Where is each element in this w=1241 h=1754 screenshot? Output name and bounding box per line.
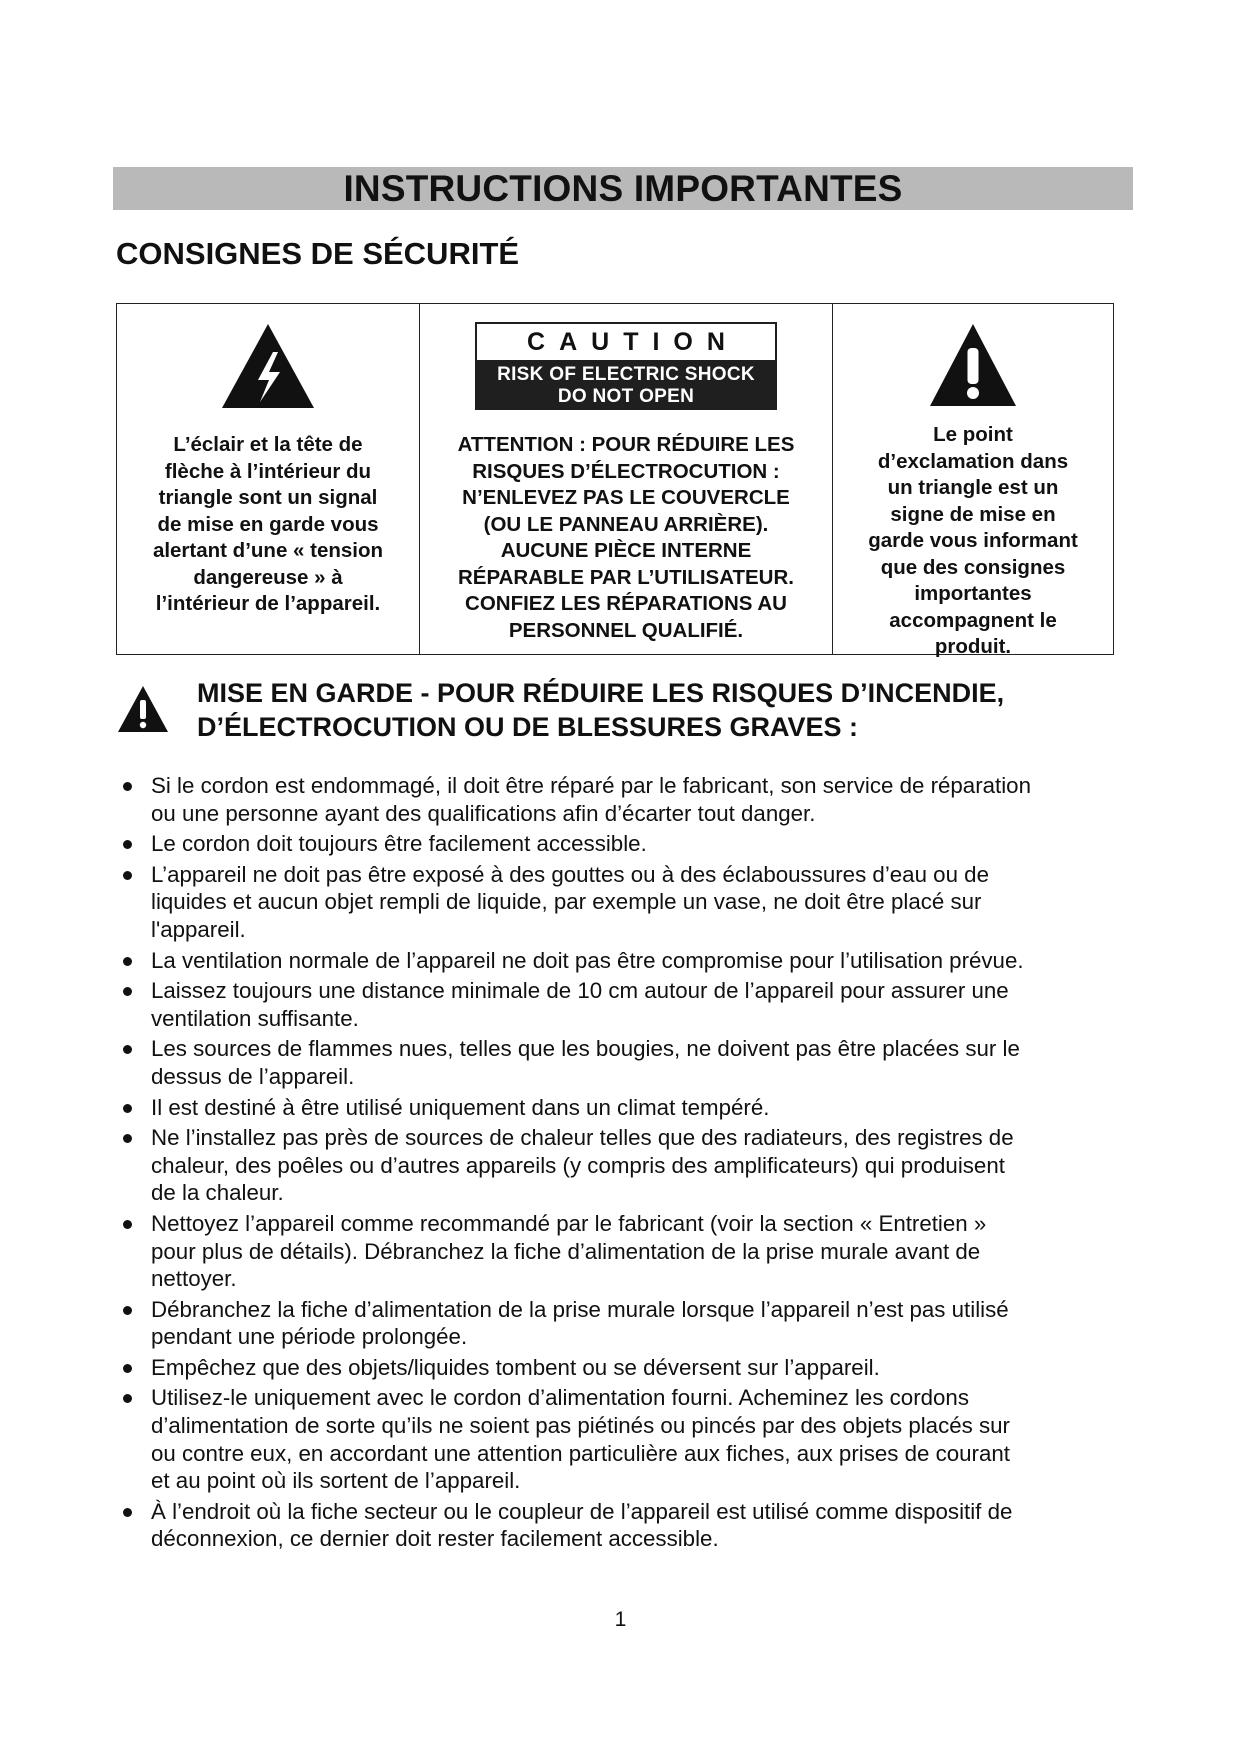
text-line: chaleur, des poêles ou d’autres appareils (y compris des amplificateurs) qui produisent — [151, 1152, 1005, 1178]
text-line: accompagnent le — [889, 608, 1057, 632]
safety-symbols-table — [116, 303, 1114, 658]
list-item — [116, 1035, 1136, 1090]
text-line: (OU LE PANNEAU ARRIÈRE). — [483, 512, 769, 536]
text-line: de la chaleur. — [151, 1180, 284, 1206]
text-line: produit. — [934, 635, 1012, 658]
lightning-triangle-icon — [220, 322, 316, 410]
text-line: l’intérieur de l’appareil. — [155, 592, 381, 615]
text-line: N’ENLEVEZ PAS LE COUVERCLE — [462, 486, 790, 509]
text-line: RISQUES D’ÉLECTROCUTION : — [472, 459, 780, 483]
text-line: La ventilation normale de l’appareil ne doit pas être compromise pour l’utilisation prévue. — [151, 947, 1024, 973]
text-line: Utilisez-le uniquement avec le cordon d’alimentation fourni. Acheminez les cordons — [151, 1385, 969, 1411]
caution-description — [420, 432, 832, 644]
caution-label-cell — [419, 304, 832, 654]
text-line: DO NOT OPEN — [557, 386, 695, 407]
list-item — [116, 772, 1136, 827]
text-line: Les sources de flammes nues, telles que les bougies, ne doivent pas être placées sur le — [151, 1036, 1020, 1062]
list-item — [116, 1296, 1136, 1351]
text-line: nettoyer. — [151, 1266, 237, 1292]
title-banner — [113, 167, 1133, 210]
list-item — [116, 947, 1136, 975]
text-line: Débranchez la fiche d’alimentation de la prise murale lorsque l’appareil n’est pas utilisé — [151, 1296, 1009, 1322]
page-number: 1 — [614, 1608, 627, 1631]
caution-label-text — [477, 360, 775, 408]
list-item — [116, 1124, 1136, 1207]
text-line: Si le cordon est endommagé, il doit être réparé par le fabricant, son service de réparation — [151, 773, 1031, 798]
text-line: d’exclamation dans — [877, 449, 1069, 473]
list-item — [116, 1384, 1136, 1494]
text-line: un triangle est un — [887, 476, 1059, 499]
text-line: Empêchez que des objets/liquides tombent ou se déversent sur l’appareil. — [151, 1354, 880, 1380]
exclamation-symbol-cell — [832, 304, 1113, 658]
list-item — [116, 1094, 1136, 1122]
text-line: dangereuse » à — [193, 565, 343, 589]
lightning-symbol-cell — [117, 304, 419, 654]
text-line: signe de mise en — [890, 502, 1056, 526]
text-line: alertant d’une « tension — [152, 539, 384, 562]
text-line: ou contre eux, en accordant une attention particulière aux fiches, aux prises de courant — [151, 1440, 1010, 1466]
text-line: Il est destiné à être utilisé uniquement dans un climat tempéré. — [151, 1094, 770, 1120]
text-line: Ne l’installez pas près de sources de chaleur telles que des radiateurs, des registres de — [151, 1125, 1014, 1151]
list-item — [116, 1210, 1136, 1293]
text-line: importantes — [914, 582, 1032, 605]
text-line: À l’endroit où la fiche secteur ou le coupleur de l’appareil est utilisé comme dispositif de — [151, 1498, 1013, 1524]
text-line: Le point — [933, 423, 1013, 446]
text-line: déconnexion, ce dernier doit rester facilement accessible. — [151, 1526, 719, 1552]
text-line: et au point où ils sortent de l’appareil. — [151, 1468, 521, 1494]
text-line: flèche à l’intérieur du — [164, 459, 372, 483]
page-title: INSTRUCTIONS IMPORTANTES — [343, 168, 903, 209]
caution-label-heading: CAUTION — [477, 324, 775, 360]
warning-triangle-icon — [116, 684, 170, 734]
exclamation-description — [833, 422, 1113, 661]
text-line: RISK OF ELECTRIC SHOCK — [497, 364, 755, 385]
section-title: CONSIGNES DE SÉCURITÉ — [116, 236, 520, 271]
text-line: l'appareil. — [151, 916, 246, 942]
text-line: dessus de l’appareil. — [151, 1063, 355, 1089]
text-line: L’appareil ne doit pas être exposé à des gouttes ou à des éclaboussures d’eau ou de — [151, 861, 989, 887]
text-line: d’alimentation de sorte qu’ils ne soient pas piétinés ou pincés par des objets placés sur — [151, 1413, 1010, 1439]
text-line: Nettoyez l’appareil comme recommandé par le fabricant (voir la section « Entretien » — [151, 1210, 987, 1236]
text-line: MISE EN GARDE - POUR RÉDUIRE LES RISQUES D’INCENDIE, — [197, 678, 1005, 708]
list-item — [116, 861, 1136, 944]
text-line: ou une personne ayant des qualifications afin d’écarter tout danger. — [151, 800, 816, 826]
list-item — [116, 1498, 1136, 1553]
text-line: RÉPARABLE PAR L’UTILISATEUR. — [458, 565, 794, 589]
text-line: que des consignes — [880, 555, 1066, 579]
list-item — [116, 830, 1136, 858]
list-item — [116, 1354, 1136, 1382]
text-line: pendant une période prolongée. — [151, 1324, 468, 1350]
text-line: Le cordon doit toujours être facilement accessible. — [151, 831, 647, 857]
text-line: garde vous informant — [868, 529, 1078, 552]
text-line: Laissez toujours une distance minimale de 10 cm autour de l’appareil pour assurer une — [151, 978, 1009, 1004]
text-line: ventilation suffisante. — [151, 1005, 359, 1031]
safety-bullet-list — [116, 772, 1136, 1556]
warning-heading — [197, 676, 1126, 744]
text-line: L’éclair et la tête de — [173, 433, 363, 456]
list-item — [116, 977, 1136, 1032]
text-line: de mise en garde vous — [157, 512, 379, 536]
text-line: ATTENTION : POUR RÉDUIRE LES — [457, 433, 795, 456]
exclamation-triangle-icon — [928, 322, 1018, 408]
text-line: AUCUNE PIÈCE INTERNE — [500, 539, 752, 562]
caution-label — [475, 322, 777, 410]
text-line: triangle sont un signal — [158, 486, 378, 509]
text-line: liquides et aucun objet rempli de liquide, par exemple un vase, ne doit être placé sur — [151, 889, 982, 915]
text-line: CONFIEZ LES RÉPARATIONS AU — [465, 592, 787, 615]
warning-heading-block — [116, 676, 1126, 744]
text-line: pour plus de détails). Débranchez la fiche d’alimentation de la prise murale avant de — [151, 1238, 981, 1264]
text-line: D’ÉLECTROCUTION OU DE BLESSURES GRAVES : — [197, 712, 859, 742]
text-line: PERSONNEL QUALIFIÉ. — [508, 618, 744, 642]
lightning-description — [117, 432, 419, 618]
